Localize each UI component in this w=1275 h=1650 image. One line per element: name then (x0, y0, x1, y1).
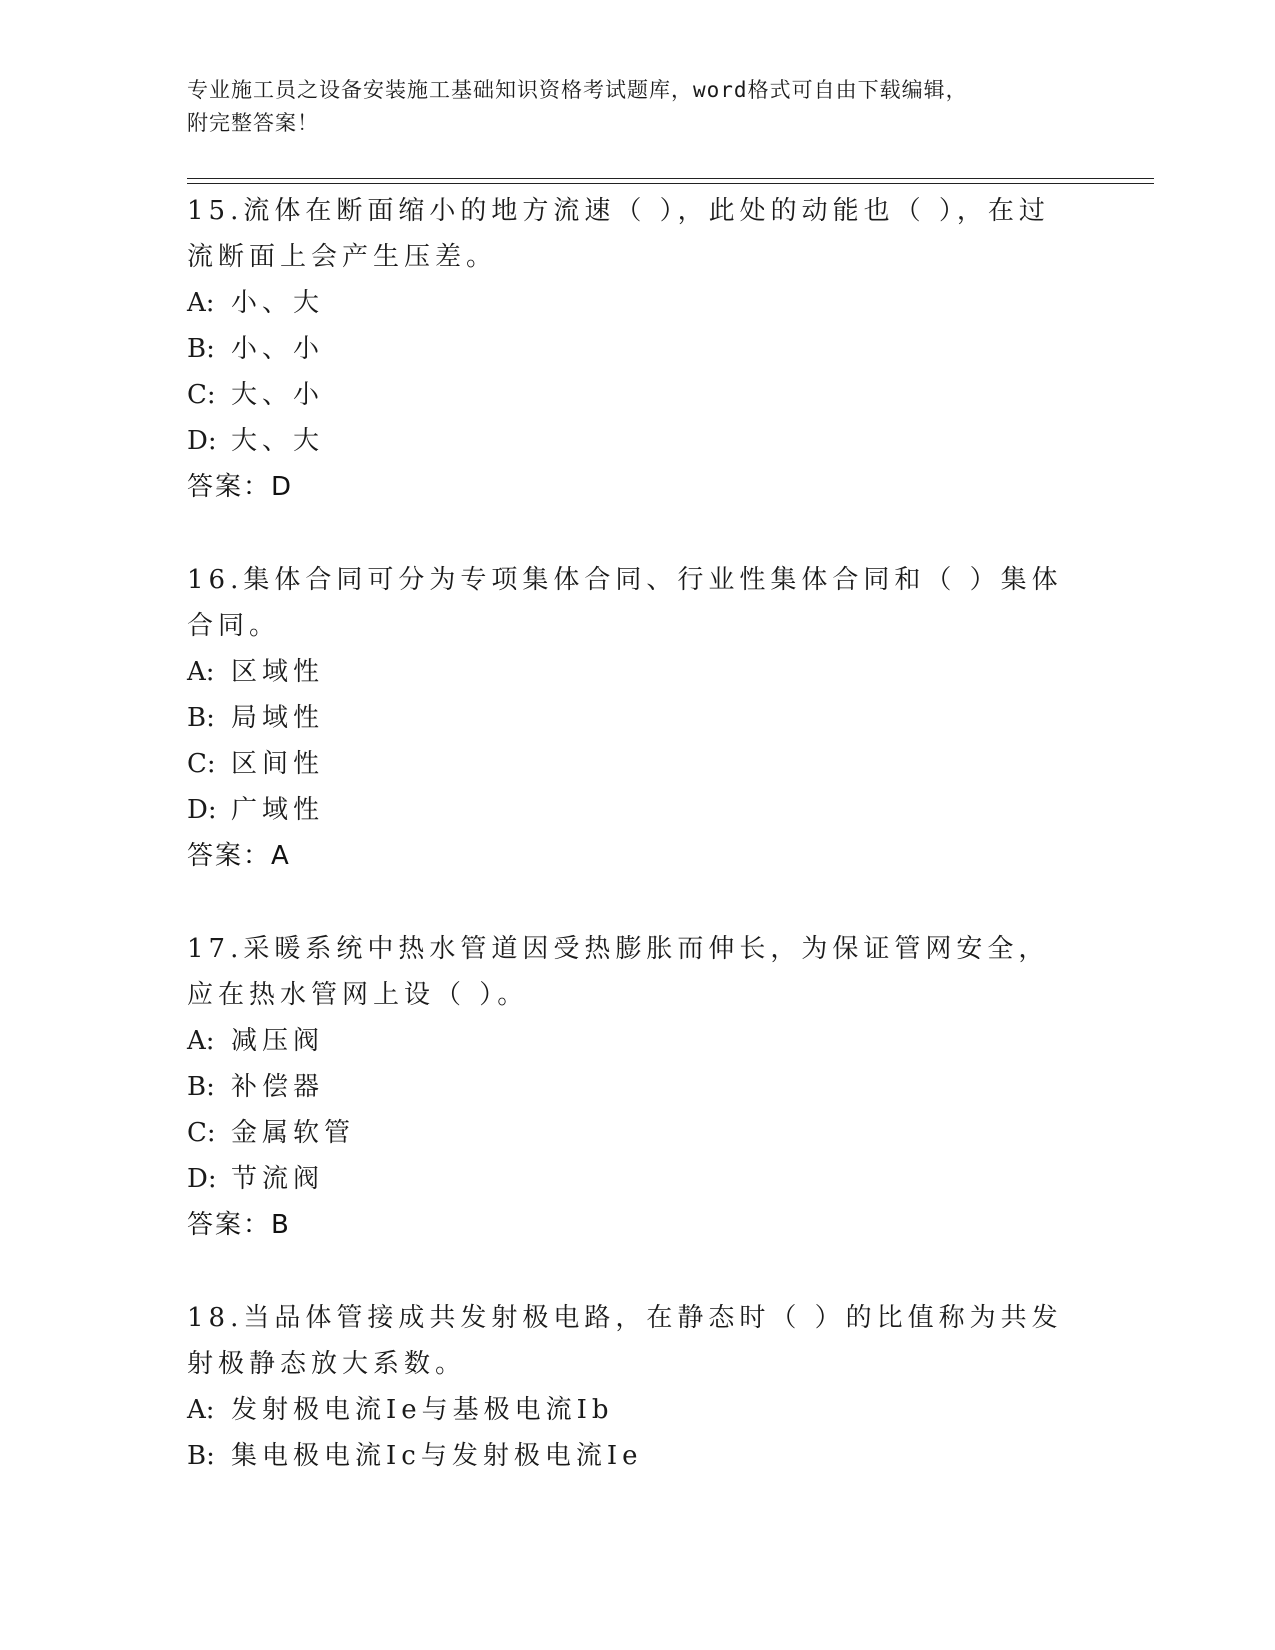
option-letter: B: (187, 703, 215, 733)
option-d (187, 787, 1087, 833)
header-line-2: 附完整答案！ (187, 111, 319, 135)
option-text: 区间性 (231, 749, 325, 779)
question-16 (187, 557, 1087, 879)
option-letter: A: (187, 288, 215, 318)
question-text: 18.当品体管接成共发射极电路，在静态时（ ）的比值称为共发射极静态放大系数。 (187, 1303, 1063, 1379)
option-letter: A: (187, 657, 215, 687)
option-a (187, 649, 1087, 695)
option-text: 大、小 (231, 380, 325, 410)
question-17 (187, 926, 1087, 1248)
answer-line: 答案：B (187, 1210, 291, 1240)
option-text: 金属软管 (231, 1118, 356, 1148)
question-15 (187, 188, 1087, 510)
option-d (187, 1156, 1087, 1202)
option-text: 补偿器 (231, 1072, 325, 1102)
option-c (187, 372, 1087, 418)
option-text: 发射极电流Ie与基极电流Ib (231, 1395, 614, 1425)
header-line-1: 专业施工员之设备安装施工基础知识资格考试题库，word格式可自由下载编辑， (187, 78, 968, 102)
header-divider-bottom (187, 183, 1154, 184)
option-letter: C: (187, 380, 216, 410)
option-text: 小、大 (231, 288, 325, 318)
answer-line: 答案：A (187, 841, 291, 871)
option-letter: B: (187, 334, 215, 364)
option-b (187, 695, 1087, 741)
question-list (187, 188, 1087, 1526)
option-b (187, 326, 1087, 372)
option-a (187, 280, 1087, 326)
option-text: 集电极电流Ic与发射极电流Ie (231, 1441, 643, 1471)
question-text: 16.集体合同可分为专项集体合同、行业性集体合同和（ ）集体合同。 (187, 565, 1063, 641)
question-text: 15.流体在断面缩小的地方流速（ ），此处的动能也（ ），在过流断面上会产生压差。 (187, 196, 1050, 272)
header-divider-top (187, 178, 1154, 179)
option-d (187, 418, 1087, 464)
option-letter: B: (187, 1441, 215, 1471)
option-letter: A: (187, 1026, 215, 1056)
option-a (187, 1387, 1087, 1433)
option-letter: D: (187, 426, 217, 456)
option-text: 大、大 (231, 426, 325, 456)
question-18 (187, 1295, 1087, 1479)
option-letter: D: (187, 1164, 217, 1194)
answer-line: 答案：D (187, 472, 294, 502)
option-text: 广域性 (231, 795, 325, 825)
option-letter: D: (187, 795, 217, 825)
option-letter: A: (187, 1395, 215, 1425)
option-c (187, 1110, 1087, 1156)
option-text: 节流阀 (231, 1164, 325, 1194)
document-header (187, 74, 1087, 140)
option-text: 区域性 (231, 657, 325, 687)
option-c (187, 741, 1087, 787)
option-letter: C: (187, 1118, 216, 1148)
option-text: 减压阀 (231, 1026, 325, 1056)
option-letter: B: (187, 1072, 215, 1102)
option-b (187, 1433, 1087, 1479)
option-b (187, 1064, 1087, 1110)
option-text: 小、小 (231, 334, 325, 364)
question-text: 17.采暖系统中热水管道因受热膨胀而伸长，为保证管网安全，应在热水管网上设（ ）。 (187, 934, 1050, 1010)
option-letter: C: (187, 749, 216, 779)
option-a (187, 1018, 1087, 1064)
option-text: 局域性 (231, 703, 325, 733)
